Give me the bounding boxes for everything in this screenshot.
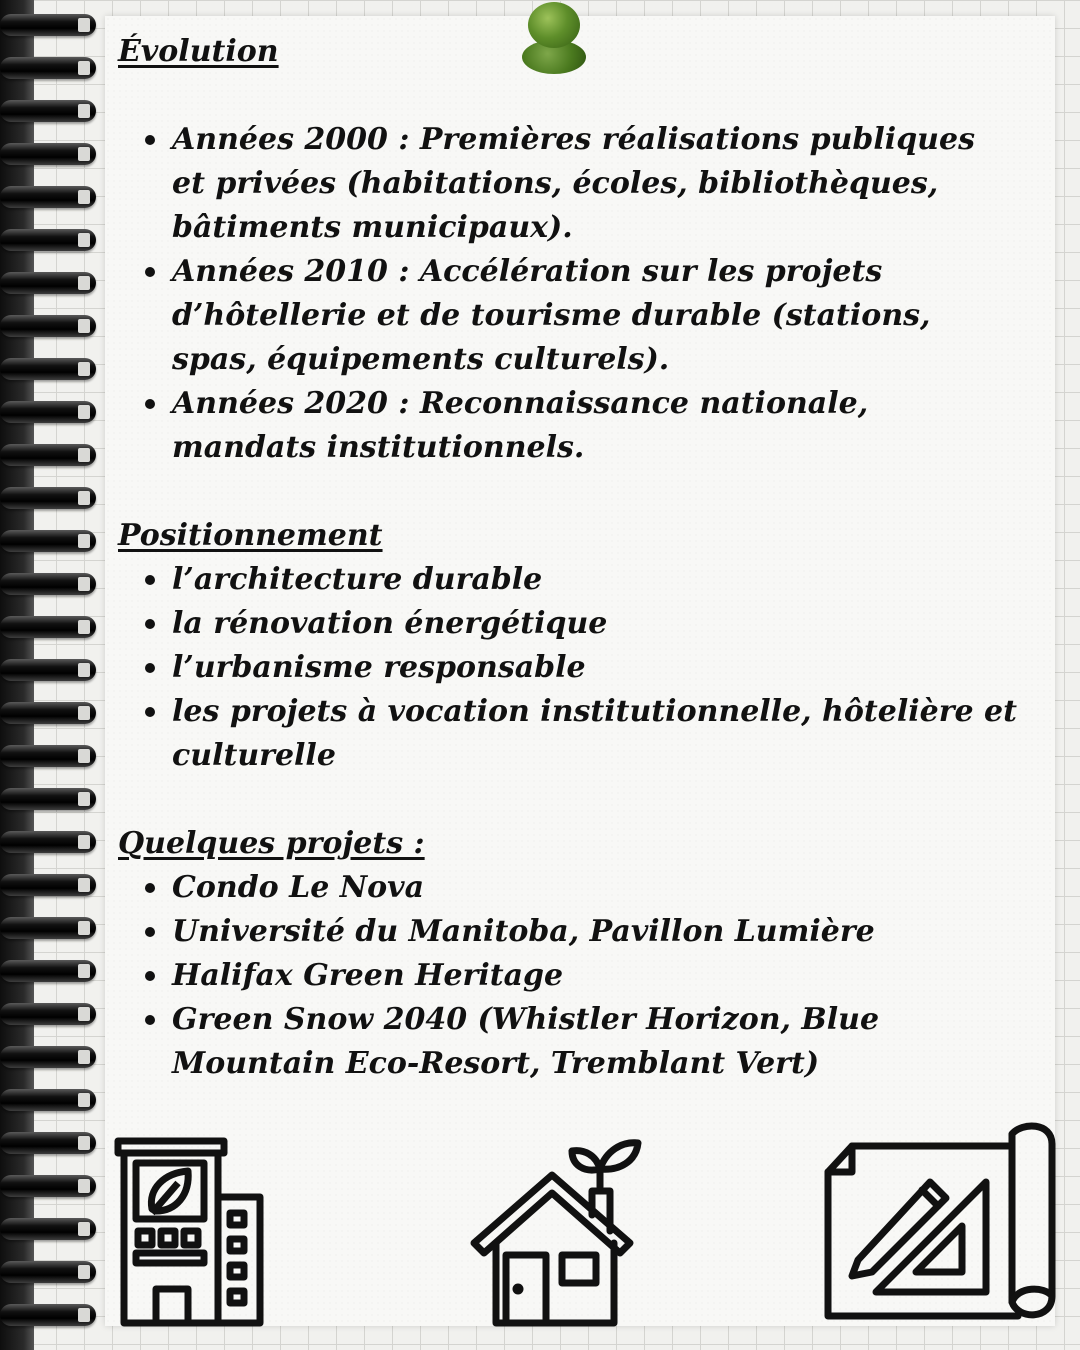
- spiral-ring: [0, 1304, 96, 1326]
- spiral-ring: [0, 401, 96, 423]
- spiral-ring: [0, 14, 96, 36]
- spiral-ring: [0, 143, 96, 165]
- spiral-ring: [0, 57, 96, 79]
- section-title-projets: Quelques projets :: [118, 826, 425, 861]
- spiral-ring: [0, 1003, 96, 1025]
- section-title-evolution: Évolution: [118, 34, 279, 69]
- spiral-ring: [0, 831, 96, 853]
- spiral-ring: [0, 702, 96, 724]
- list-item: Green Snow 2040 (Whistler Horizon, Blue Mountain Eco-Resort, Tremblant Vert): [172, 998, 1018, 1086]
- spiral-ring: [0, 659, 96, 681]
- spiral-ring: [0, 788, 96, 810]
- projets-list: [118, 866, 1018, 1086]
- page-content: [118, 30, 1018, 1130]
- spiral-ring: [0, 444, 96, 466]
- list-item: Années 2020 : Reconnaissance nationale, mandats institutionnels.: [172, 382, 1018, 470]
- list-item: la rénovation énergétique: [172, 602, 1018, 646]
- spiral-ring: [0, 1132, 96, 1154]
- eco-house-icon: [470, 1135, 645, 1327]
- list-item: les projets à vocation institutionnelle, hôtelière et culturelle: [172, 690, 1018, 778]
- spiral-ring: [0, 1046, 96, 1068]
- eco-building-icon: [112, 1135, 267, 1327]
- spiral-ring: [0, 1089, 96, 1111]
- spiral-binding: [0, 0, 105, 1350]
- spiral-ring: [0, 186, 96, 208]
- spiral-ring: [0, 530, 96, 552]
- spiral-ring: [0, 960, 96, 982]
- blueprint-icon: [822, 1120, 1058, 1322]
- spiral-ring: [0, 573, 96, 595]
- spiral-ring: [0, 272, 96, 294]
- section-title-positionnement: Positionnement: [118, 518, 383, 553]
- list-item: Années 2010 : Accélération sur les projets d’hôtellerie et de tourisme durable (stations, spas, équipements culturels).: [172, 250, 1018, 382]
- list-item: l’architecture durable: [172, 558, 1018, 602]
- list-item: Halifax Green Heritage: [172, 954, 1018, 998]
- spiral-ring: [0, 1175, 96, 1197]
- spiral-ring: [0, 358, 96, 380]
- spiral-ring: [0, 616, 96, 638]
- spiral-ring: [0, 1261, 96, 1283]
- spiral-ring: [0, 100, 96, 122]
- spiral-ring: [0, 917, 96, 939]
- spiral-ring: [0, 315, 96, 337]
- spiral-ring: [0, 487, 96, 509]
- spiral-ring: [0, 229, 96, 251]
- spiral-ring: [0, 874, 96, 896]
- positionnement-list: [118, 558, 1018, 778]
- evolution-list: [118, 118, 1018, 470]
- spiral-ring: [0, 745, 96, 767]
- list-item: l’urbanisme responsable: [172, 646, 1018, 690]
- list-item: Condo Le Nova: [172, 866, 1018, 910]
- list-item: Université du Manitoba, Pavillon Lumière: [172, 910, 1018, 954]
- list-item: Années 2000 : Premières réalisations publiques et privées (habitations, écoles, bibliothèques, bâtiments municipaux).: [172, 118, 1018, 250]
- spiral-ring: [0, 1218, 96, 1240]
